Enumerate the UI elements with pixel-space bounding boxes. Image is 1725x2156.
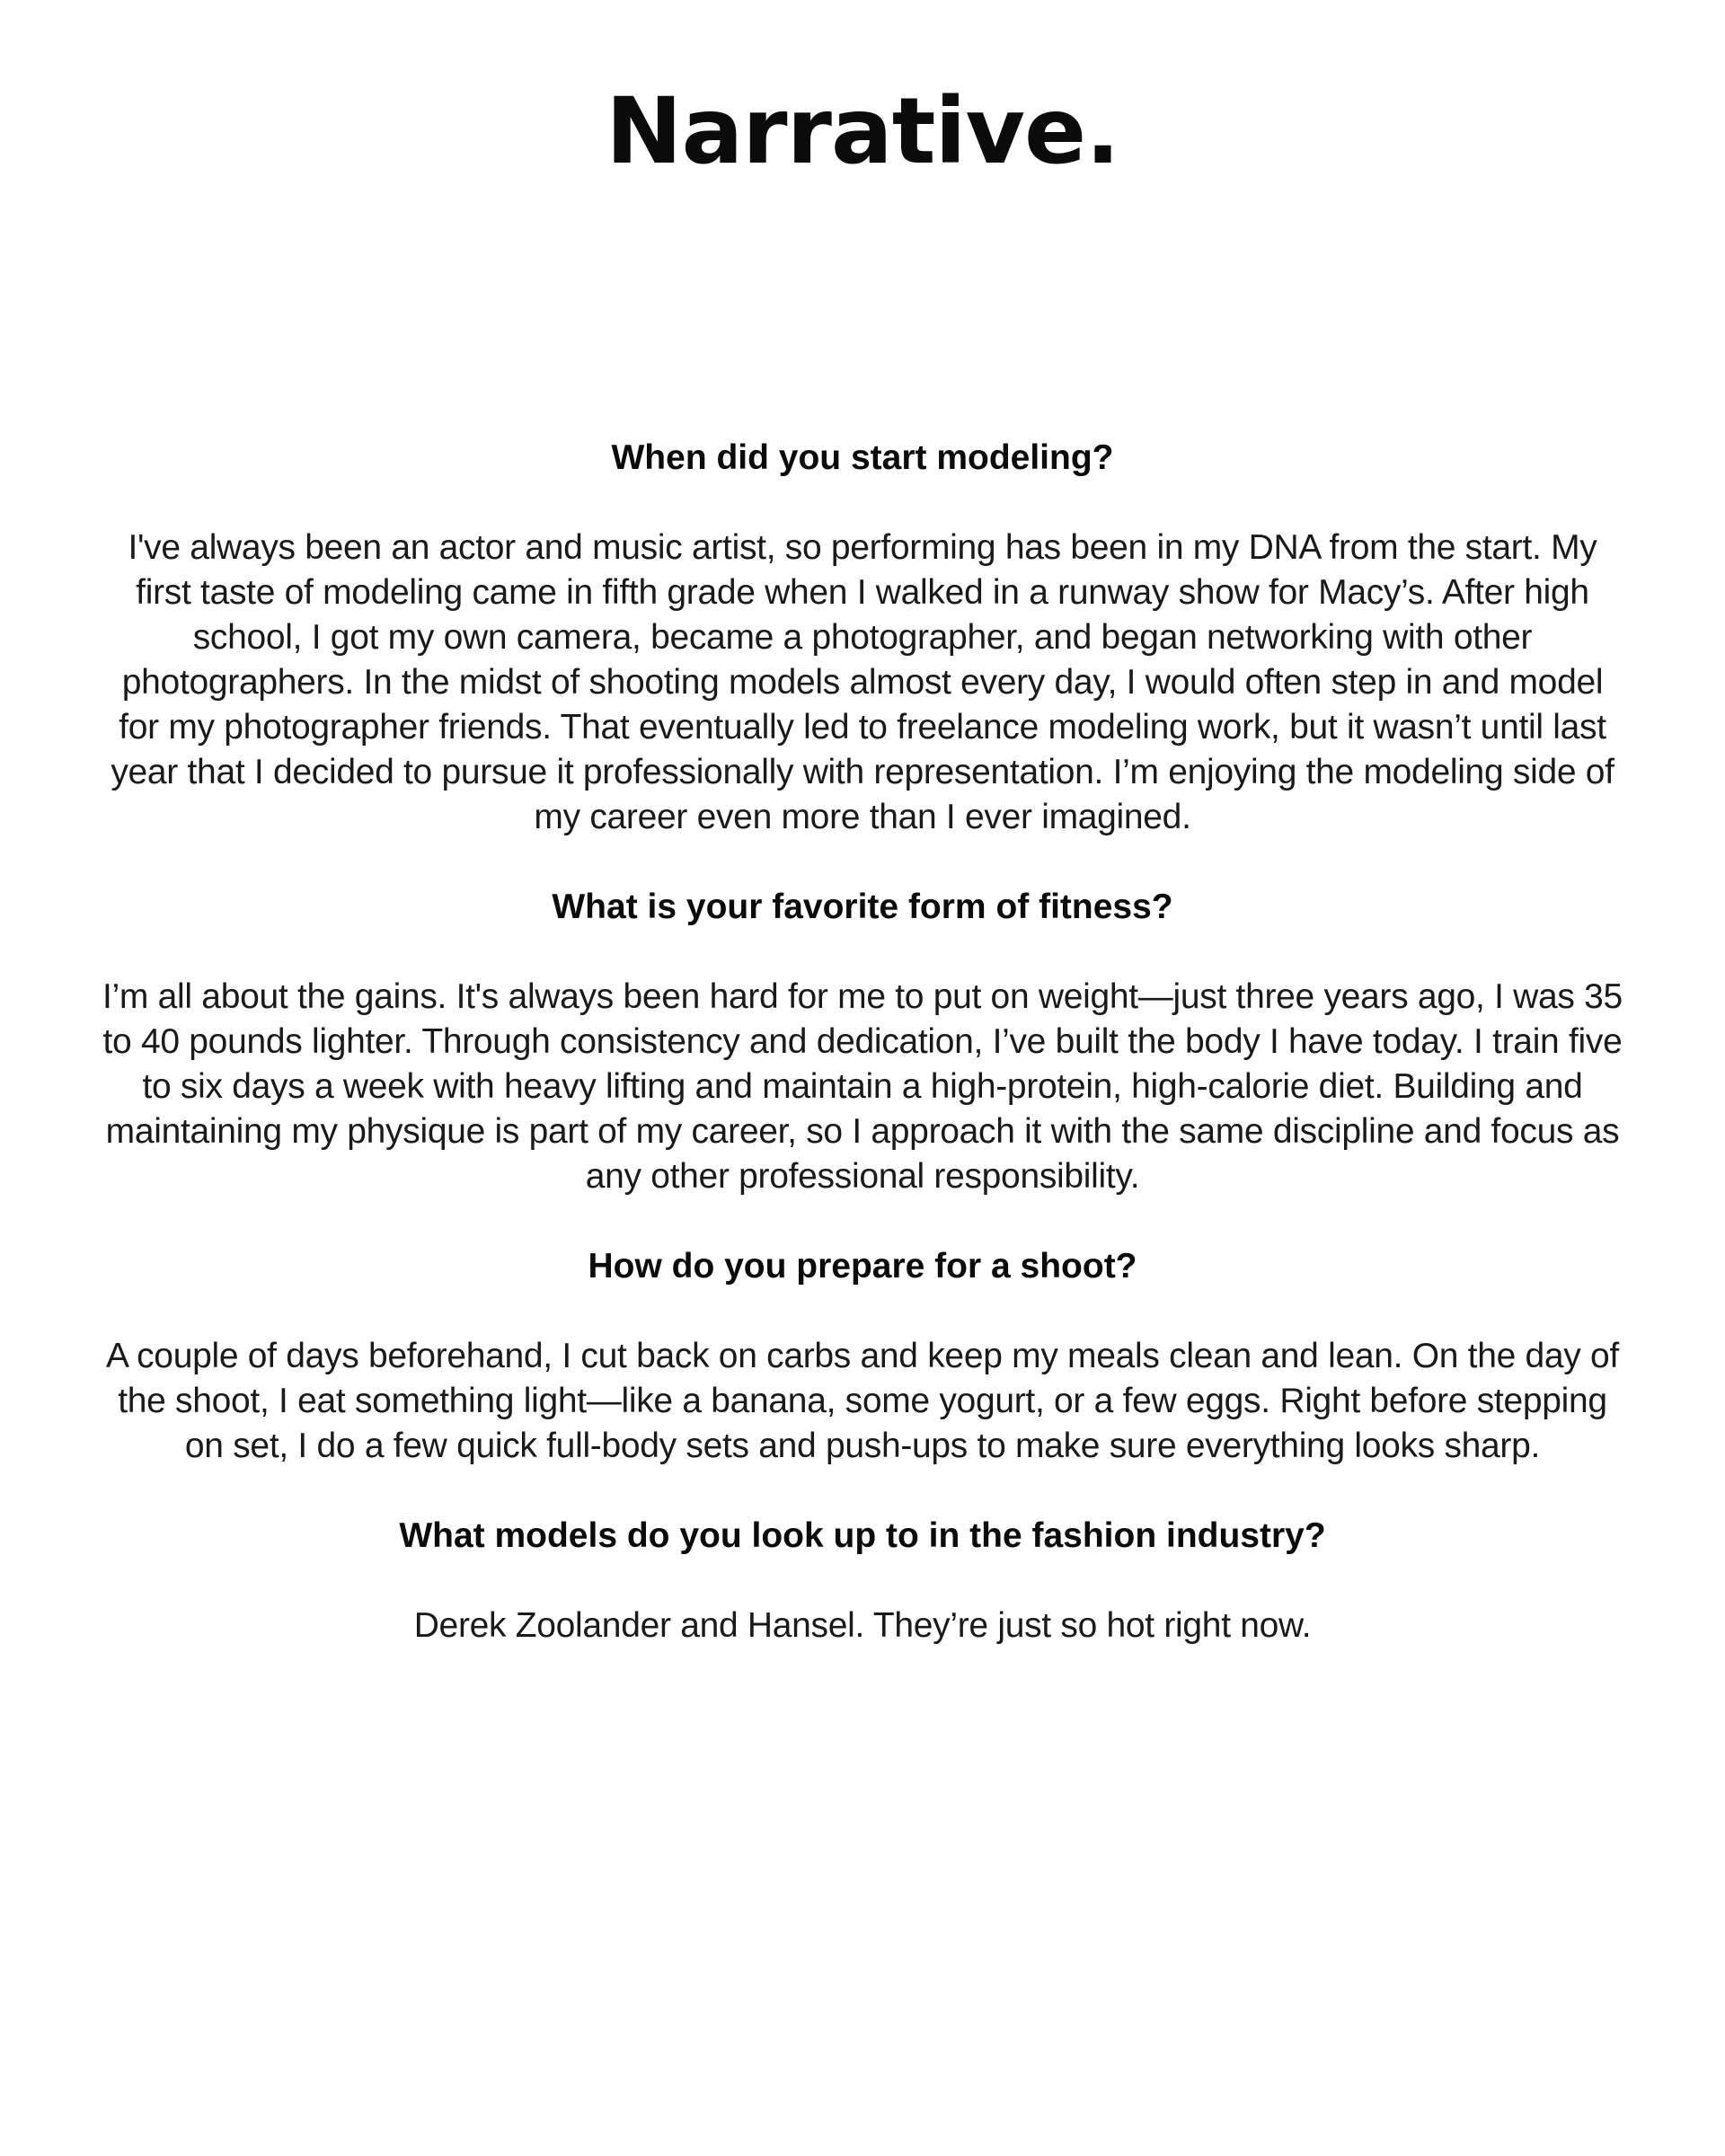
question-heading: How do you prepare for a shoot? bbox=[588, 1247, 1137, 1286]
answer-paragraph: I’m all about the gains. It's always been hard for me to put on weight—just three years ago, I was 35 to 40 pounds lighter. Through consistency and dedication, I’ve built the body I have today. I train five to six days a week with heavy lifting and maintain a high-protein, high-calorie diet. Building and maintaining my physique is part of my career, so I approach it with the same discipline and focus as any other professional responsibility. bbox=[102, 977, 1623, 1196]
page-title: Narrative. bbox=[606, 78, 1119, 185]
answer-paragraph: I've always been an actor and music artist, so performing has been in my DNA from the start. My first taste of modeling came in fifth grade when I walked in a runway show for Macy’s. After high school, I got my own camera, became a photographer, and began networking with other photographers. In the midst of shooting models almost every day, I would often step in and model for my photographer friends. That eventually led to freelance modeling work, but it wasn’t until last year that I decided to pursue it professionally with representation. I’m enjoying the modeling side of my career even more than I ever imagined. bbox=[111, 528, 1614, 836]
answer-paragraph: Derek Zoolander and Hansel. They’re just so hot right now. bbox=[413, 1606, 1312, 1645]
qa-item-shoot-preparation bbox=[99, 1244, 1626, 1469]
question-heading: What models do you look up to in the fashion industry? bbox=[399, 1516, 1326, 1555]
qa-item-favorite-fitness bbox=[99, 885, 1626, 1199]
qa-item-role-models bbox=[99, 1514, 1626, 1648]
question-heading: When did you start modeling? bbox=[611, 438, 1114, 477]
qa-item-start-modeling bbox=[99, 436, 1626, 840]
qa-list bbox=[99, 436, 1626, 1693]
answer-paragraph: A couple of days beforehand, I cut back on carbs and keep my meals clean and lean. On the day of the shoot, I eat something light—like a banana, some yogurt, or a few eggs. Right before stepping on set, I do a few quick full-body sets and push-ups to make sure everything looks sharp. bbox=[106, 1337, 1619, 1465]
question-heading: What is your favorite form of fitness? bbox=[552, 888, 1173, 926]
